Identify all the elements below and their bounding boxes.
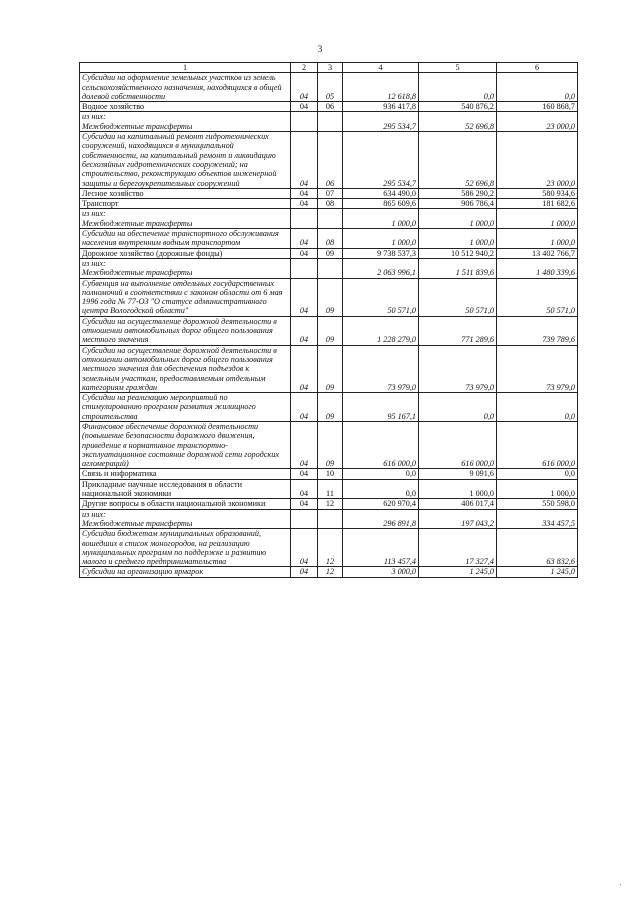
section-code: 04 [291,278,318,316]
table-row [80,73,578,102]
value-year2: 406 017,4 [419,499,497,509]
value-year3: 616 000,0 [497,421,578,468]
value-year1: 3 000,0 [343,567,419,577]
row-name: Субсидии бюджетам муниципальных образований, вошедших в список моногородов, на реализацию муниципальных программ по поддержке и развитию малого и среднего предпринимательства [80,529,291,567]
value-year3: 160 868,7 [497,102,578,112]
table-row [80,229,578,249]
subsection-code: 11 [318,479,343,499]
section-code: 04 [291,421,318,468]
value-year3: 181 682,6 [497,199,578,209]
section-code: 04 [291,188,318,198]
table-row [80,393,578,422]
table-row [80,316,578,345]
value-year1: 865 609,6 [343,199,419,209]
row-name: из них: Межбюджетные трансферты [80,258,291,278]
row-name: из них: Межбюджетные трансферты [80,509,291,529]
subsection-code: 09 [318,278,343,316]
value-year1: 50 571,0 [343,278,419,316]
row-name: Лесное хозяйство [80,188,291,198]
value-year2: 17 327,4 [419,529,497,567]
row-name: из них: Межбюджетные трансферты [80,209,291,229]
value-year3: 23 000,0 [497,112,578,132]
value-year3: 1 245,0 [497,567,578,577]
row-name: Другие вопросы в области национальной экономики [80,499,291,509]
value-year2: 1 511 839,6 [419,258,497,278]
subsection-code: 09 [318,421,343,468]
subsection-code: 08 [318,199,343,209]
subsection-code: 07 [318,188,343,198]
value-year2: 197 043,2 [419,509,497,529]
value-year2: 1 000,0 [419,479,497,499]
table-row [80,509,578,529]
section-code: 04 [291,393,318,422]
subsection-code: 06 [318,132,343,189]
table-row [80,469,578,479]
section-code: 04 [291,229,318,249]
page-number: 3 [317,44,323,54]
subsection-code [318,258,343,278]
value-year1: 936 417,8 [343,102,419,112]
header-cell: 6 [497,63,578,73]
value-year2: 52 696,8 [419,132,497,189]
value-year3: 550 598,0 [497,499,578,509]
value-year2: 540 876,2 [419,102,497,112]
value-year3: 0,0 [497,393,578,422]
value-year2: 10 512 940,2 [419,248,497,258]
value-year2: 73 979,0 [419,345,497,392]
value-year1: 1 000,0 [343,229,419,249]
subsection-code: 09 [318,393,343,422]
subsection-code: 09 [318,345,343,392]
subsection-code [318,112,343,132]
subsection-code: 10 [318,469,343,479]
value-year3: 0,0 [497,469,578,479]
table-row [80,132,578,189]
table-row [80,421,578,468]
value-year3: 63 832,6 [497,529,578,567]
subsection-code: 05 [318,73,343,102]
value-year3: 739 789,6 [497,316,578,345]
value-year3: 23 000,0 [497,132,578,189]
header-cell: 4 [343,63,419,73]
value-year2: 771 289,6 [419,316,497,345]
value-year2: 906 786,4 [419,199,497,209]
value-year3: 73 979,0 [497,345,578,392]
subsection-code: 09 [318,316,343,345]
section-code: 04 [291,102,318,112]
table-row [80,102,578,112]
row-name: Субсидии на осуществление дорожной деятельности в отношении автомобильных дорог общего пользования местного значения [80,316,291,345]
table-row [80,188,578,198]
value-year1: 295 534,7 [343,132,419,189]
value-year2: 0,0 [419,393,497,422]
table-row [80,529,578,567]
section-code: 04 [291,469,318,479]
value-year1: 620 970,4 [343,499,419,509]
budget-table [79,62,578,578]
value-year1: 1 228 279,0 [343,316,419,345]
table-row [80,479,578,499]
row-name: из них: Межбюджетные трансферты [80,112,291,132]
value-year3: 1 000,0 [497,479,578,499]
value-year3: 0,0 [497,73,578,102]
table-row [80,345,578,392]
section-code: 04 [291,132,318,189]
row-name: Связь и информатика [80,469,291,479]
section-code: 04 [291,248,318,258]
row-name: Субсидии на обеспечение транспортного обслуживания населения внутренним водным транспортом [80,229,291,249]
section-code [291,258,318,278]
table-row [80,248,578,258]
table-row [80,499,578,509]
table-row [80,112,578,132]
value-year2: 1 245,0 [419,567,497,577]
value-year1: 95 167,1 [343,393,419,422]
stray-mark: ' [620,884,622,890]
value-year1: 295 534,7 [343,112,419,132]
value-year3: 1 480 339,6 [497,258,578,278]
section-code: 04 [291,345,318,392]
row-name: Субсидии на организацию ярмарок [80,567,291,577]
header-cell: 2 [291,63,318,73]
value-year1: 296 891,8 [343,509,419,529]
value-year1: 9 738 537,3 [343,248,419,258]
header-cell: 3 [318,63,343,73]
section-code: 04 [291,316,318,345]
section-code [291,112,318,132]
row-name: Водное хозяйство [80,102,291,112]
value-year2: 9 091,6 [419,469,497,479]
section-code: 04 [291,499,318,509]
value-year3: 13 402 766,7 [497,248,578,258]
value-year2: 616 000,0 [419,421,497,468]
table-row [80,567,578,577]
subsection-code: 09 [318,248,343,258]
value-year1: 12 618,8 [343,73,419,102]
value-year2: 586 290,2 [419,188,497,198]
section-code [291,209,318,229]
row-name: Субсидии на капитальный ремонт гидротехнических сооружений, находящихся в муниципальной собственности, на капитальный ремонт и ликвидацию бесхозяйных гидротехнических сооружений; на строительство, реконструкцию объектов инженерной защиты и берегоукрепительных сооружений [80,132,291,189]
header-cell: 1 [80,63,291,73]
header-cell: 5 [419,63,497,73]
row-name: Субсидии на реализацию мероприятий по стимулированию программ развития жилищного строительства [80,393,291,422]
section-code: 04 [291,529,318,567]
value-year3: 50 571,0 [497,278,578,316]
section-code: 04 [291,479,318,499]
row-name: Прикладные научные исследования в области национальной экономики [80,479,291,499]
value-year1: 0,0 [343,469,419,479]
subsection-code [318,209,343,229]
subsection-code: 08 [318,229,343,249]
value-year3: 1 000,0 [497,209,578,229]
row-name: Субсидии на оформление земельных участков из земель сельскохозяйственного назначения, находящихся в общей долевой собственности [80,73,291,102]
table-row [80,199,578,209]
row-name: Транспорт [80,199,291,209]
section-code: 04 [291,567,318,577]
section-code: 04 [291,73,318,102]
value-year2: 1 000,0 [419,229,497,249]
header-row [80,63,578,73]
row-name: Дорожное хозяйство (дорожные фонды) [80,248,291,258]
value-year1: 1 000,0 [343,209,419,229]
table-row [80,209,578,229]
subsection-code: 06 [318,102,343,112]
section-code: 04 [291,199,318,209]
subsection-code [318,509,343,529]
subsection-code: 12 [318,499,343,509]
subsection-code: 12 [318,567,343,577]
value-year2: 50 571,0 [419,278,497,316]
value-year2: 1 000,0 [419,209,497,229]
value-year1: 73 979,0 [343,345,419,392]
table-row [80,258,578,278]
section-code [291,509,318,529]
value-year1: 616 000,0 [343,421,419,468]
value-year1: 2 063 996,1 [343,258,419,278]
value-year3: 1 000,0 [497,229,578,249]
row-name: Субвенция на выполнение отдельных государственных полномочий в соответствии с законом области от 6 мая 1996 года № 77-ОЗ "О статусе административного центра Вологодской области" [80,278,291,316]
table-row [80,278,578,316]
row-name: Финансовое обеспечение дорожной деятельности (повышение безопасности дорожного движения, приведение в нормативное транспортно-эксплуатационное состояние дорожной сети городских агломераций) [80,421,291,468]
value-year3: 580 934,6 [497,188,578,198]
value-year1: 113 457,4 [343,529,419,567]
value-year1: 0,0 [343,479,419,499]
value-year1: 634 490,0 [343,188,419,198]
value-year2: 0,0 [419,73,497,102]
subsection-code: 12 [318,529,343,567]
row-name: Субсидии на осуществление дорожной деятельности в отношении автомобильных дорог общего пользования местного значения для обеспечения подъездов к земельным участкам, предоставляемым отдельным категориям граждан [80,345,291,392]
value-year3: 334 457,5 [497,509,578,529]
value-year2: 52 696,8 [419,112,497,132]
